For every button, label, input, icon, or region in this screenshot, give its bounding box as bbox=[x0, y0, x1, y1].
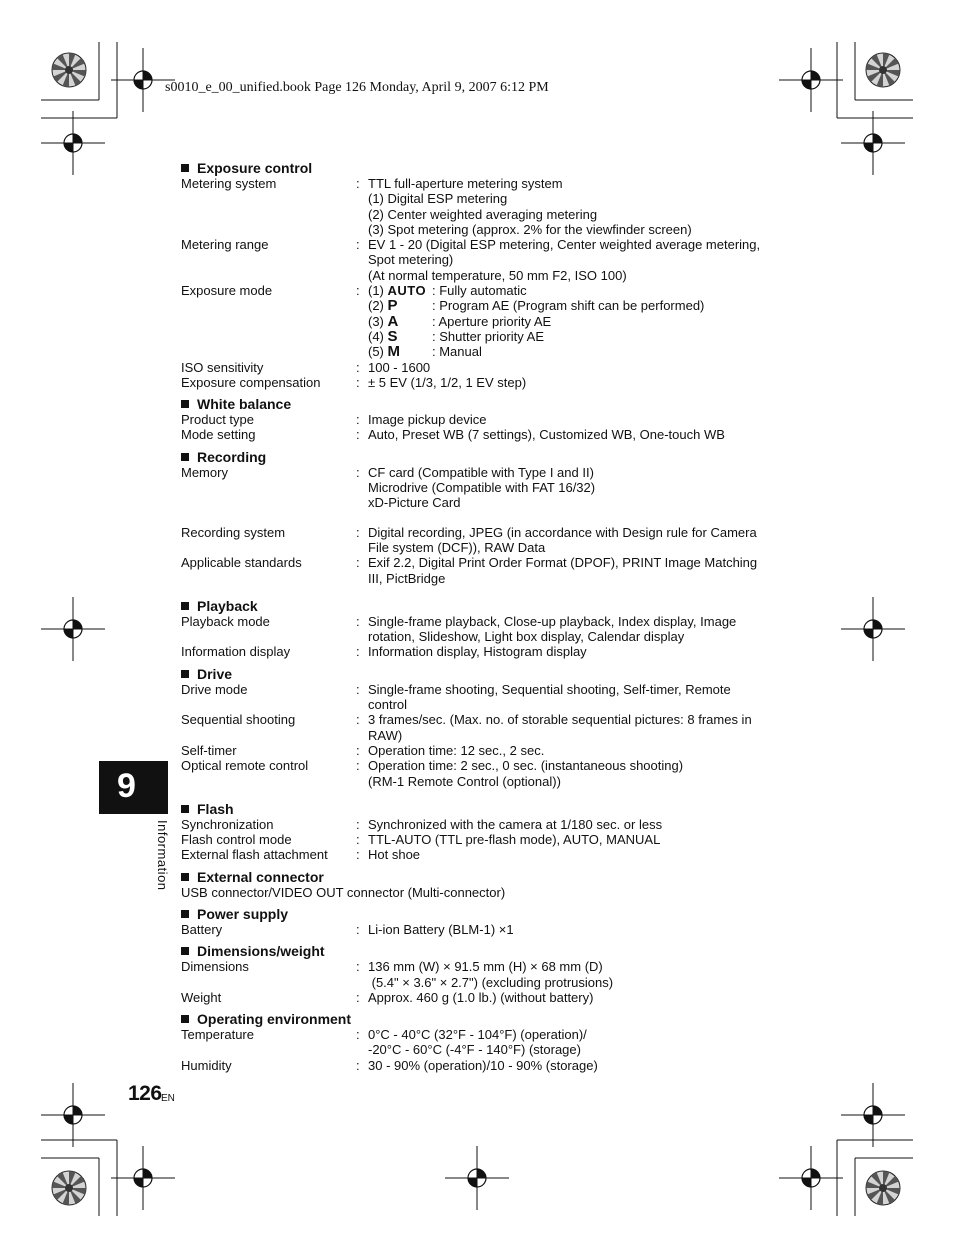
spec-label: Self-timer bbox=[181, 742, 237, 758]
spec-row-battery: Battery : Li-ion Battery (BLM-1) ×1 bbox=[181, 922, 781, 937]
spec-label: Humidity bbox=[181, 1057, 232, 1073]
spec-label: ISO sensitivity bbox=[181, 359, 264, 375]
spec-value: 136 mm (W) × 91.5 mm (H) × 68 mm (D) (5.4" × 3.6" × 2.7") (excluding protrusions) bbox=[368, 959, 614, 990]
spec-value bbox=[368, 283, 781, 359]
connector-value: USB connector/VIDEO OUT connector (Multi-connector) bbox=[181, 884, 506, 900]
spec-row-metering-range: Metering range : EV 1 - 20 (Digital ESP metering, Center weighted average metering, Spot metering) (At normal temperature, 50 mm F2, ISO 100) bbox=[181, 237, 781, 283]
spec-row-recording-system: Recording system : Digital recording, JPEG (in accordance with Design rule for Camera File system (DCF)), RAW Data bbox=[181, 525, 781, 556]
spec-content bbox=[181, 160, 781, 1073]
bullet-square-icon bbox=[181, 670, 189, 678]
chapter-label: Information bbox=[155, 820, 170, 891]
spec-value: Image pickup device bbox=[368, 412, 487, 428]
spec-value: Operation time: 2 sec., 0 sec. (instantaneous shooting) (RM-1 Remote Control (optional)) bbox=[368, 758, 684, 789]
section-heading-flash: Flash bbox=[181, 801, 781, 817]
spec-label: Exposure mode bbox=[181, 283, 273, 299]
section-heading-exposure: Exposure control bbox=[181, 160, 781, 176]
chapter-number: 9 bbox=[117, 767, 136, 805]
spec-label: Exposure compensation bbox=[181, 374, 321, 390]
spec-label: Recording system bbox=[181, 524, 286, 540]
spec-value: 100 - 1600 bbox=[368, 359, 431, 375]
spec-value: Approx. 460 g (1.0 lb.) (without battery) bbox=[368, 989, 594, 1005]
mode-line: (1) AUTO : Fully automatic bbox=[368, 283, 527, 299]
mode-line: (2) P : Program AE (Program shift can be performed) bbox=[368, 297, 705, 315]
spec-label: Weight bbox=[181, 989, 222, 1005]
spec-label: Memory bbox=[181, 464, 228, 480]
spec-row-product-type: Product type : Image pickup device bbox=[181, 412, 781, 427]
manual-mode-icon: M bbox=[387, 343, 401, 361]
bullet-square-icon bbox=[181, 910, 189, 918]
spec-row-iso: ISO sensitivity : 100 - 1600 bbox=[181, 360, 781, 375]
spec-value: CF card (Compatible with Type I and II) Microdrive (Compatible with FAT 16/32) xD-Picture Card bbox=[368, 464, 596, 511]
spec-label: Mode setting bbox=[181, 427, 256, 443]
spec-value: Single-frame shooting, Sequential shooting, Self-timer, Remote control bbox=[368, 681, 731, 713]
spec-label: Product type bbox=[181, 412, 254, 428]
spec-row-self-timer: Self-timer : Operation time: 12 sec., 2 sec. bbox=[181, 743, 781, 758]
spec-value: Hot shoe bbox=[368, 847, 421, 863]
spec-row-synchronization: Synchronization : Synchronized with the camera at 1/180 sec. or less bbox=[181, 817, 781, 832]
spec-row-mode-setting: Mode setting : Auto, Preset WB (7 settings), Customized WB, One-touch WB bbox=[181, 427, 781, 442]
spec-label: Information display bbox=[181, 644, 291, 660]
spec-value: 0°C - 40°C (32°F - 104°F) (operation)/ -20°C - 60°C (-4°F - 140°F) (storage) bbox=[368, 1027, 587, 1058]
spec-row-remote-control: Optical remote control : Operation time: 2 sec., 0 sec. (instantaneous shooting) (RM-1 Remote Control (optional)) bbox=[181, 758, 781, 789]
spec-value: Li-ion Battery (BLM-1) ×1 bbox=[368, 921, 514, 937]
spec-label: Flash control mode bbox=[181, 832, 292, 848]
section-heading-environment: Operating environment bbox=[181, 1011, 781, 1027]
program-mode-icon: P bbox=[387, 297, 398, 315]
spec-label: External flash attachment bbox=[181, 847, 328, 863]
spec-value: Synchronized with the camera at 1/180 sec. or less bbox=[368, 816, 663, 832]
mode-line: (5) M : Manual bbox=[368, 343, 482, 361]
spec-label: Dimensions bbox=[181, 959, 249, 975]
section-heading-dimensions: Dimensions/weight bbox=[181, 943, 781, 959]
spec-row-dimensions: Dimensions : 136 mm (W) × 91.5 mm (H) × 68 mm (D) (5.4" × 3.6" × 2.7") (excluding protrusions) bbox=[181, 959, 781, 990]
mode-line: (4) S : Shutter priority AE bbox=[368, 327, 544, 345]
spec-row-humidity: Humidity : 30 - 90% (operation)/10 - 90% (storage) bbox=[181, 1058, 781, 1073]
bullet-square-icon bbox=[181, 400, 189, 408]
spec-value: EV 1 - 20 (Digital ESP metering, Center weighted average metering, Spot metering) (At normal temperature, 50 mm F2, ISO 100) bbox=[368, 237, 761, 283]
spec-label: Metering range bbox=[181, 237, 269, 253]
bullet-square-icon bbox=[181, 873, 189, 881]
spec-label: Metering system bbox=[181, 176, 277, 191]
bullet-square-icon bbox=[181, 1015, 189, 1023]
spec-row-weight: Weight : Approx. 460 g (1.0 lb.) (without battery) bbox=[181, 990, 781, 1005]
bullet-square-icon bbox=[181, 805, 189, 813]
bullet-square-icon bbox=[181, 453, 189, 461]
bullet-square-icon bbox=[181, 947, 189, 955]
spec-value: 3 frames/sec. (Max. no. of storable sequential pictures: 8 frames in RAW) bbox=[368, 712, 752, 743]
spec-label: Battery bbox=[181, 921, 223, 937]
chapter-tab bbox=[99, 761, 168, 814]
spec-label: Synchronization bbox=[181, 816, 274, 832]
spec-row-external-flash: External flash attachment : Hot shoe bbox=[181, 847, 781, 862]
aperture-mode-icon: A bbox=[387, 312, 399, 330]
spec-row-drive-mode: Drive mode : Single-frame shooting, Sequential shooting, Self-timer, Remote control bbox=[181, 682, 781, 713]
spec-label: Applicable standards bbox=[181, 555, 302, 571]
section-heading-white-balance: White balance bbox=[181, 396, 781, 412]
section-heading-connector: External connector bbox=[181, 869, 781, 885]
spec-value: ± 5 EV (1/3, 1/2, 1 EV step) bbox=[368, 374, 527, 390]
spec-row-flash-control: Flash control mode : TTL-AUTO (TTL pre-flash mode), AUTO, MANUAL bbox=[181, 832, 781, 847]
spec-row-information-display: Information display : Information display, Histogram display bbox=[181, 644, 781, 659]
spec-value: Auto, Preset WB (7 settings), Customized WB, One-touch WB bbox=[368, 427, 725, 443]
spec-row-memory: Memory : CF card (Compatible with Type I and II) Microdrive (Compatible with FAT 16/32) xD-Picture Card bbox=[181, 465, 781, 511]
bullet-square-icon bbox=[181, 602, 189, 610]
page-number: 126 bbox=[128, 1082, 162, 1105]
section-heading-playback: Playback bbox=[181, 598, 781, 614]
spec-value: TTL-AUTO (TTL pre-flash mode), AUTO, MANUAL bbox=[368, 832, 661, 848]
file-header: s0010_e_00_unified.book Page 126 Monday, April 9, 2007 6:12 PM bbox=[165, 80, 549, 95]
spec-value: Exif 2.2, Digital Print Order Format (DPOF), PRINT Image Matching III, PictBridge bbox=[368, 555, 758, 586]
spec-value: Information display, Histogram display bbox=[368, 644, 587, 660]
spec-row-metering-system: Metering system : TTL full-aperture metering system (1) Digital ESP metering (2) Center weighted averaging metering (3) Spot metering (approx. 2% for the viewfinder screen) bbox=[181, 176, 781, 237]
spec-value: TTL full-aperture metering system (1) Digital ESP metering (2) Center weighted averaging metering (3) Spot metering (approx. 2% for the viewfinder screen) bbox=[368, 176, 692, 237]
shutter-mode-icon: S bbox=[387, 327, 398, 345]
section-heading-power: Power supply bbox=[181, 906, 781, 922]
spec-row-playback-mode: Playback mode : Single-frame playback, Close-up playback, Index display, Image rotation, Slideshow, Light box display, Calendar display bbox=[181, 614, 781, 645]
spec-label: Playback mode bbox=[181, 613, 270, 629]
spec-value: 30 - 90% (operation)/10 - 90% (storage) bbox=[368, 1057, 598, 1073]
section-heading-drive: Drive bbox=[181, 666, 781, 682]
page-language: EN bbox=[161, 1093, 175, 1104]
spec-label: Drive mode bbox=[181, 681, 248, 697]
spec-row-sequential: Sequential shooting : 3 frames/sec. (Max. no. of storable sequential pictures: 8 frames in RAW) bbox=[181, 712, 781, 743]
spec-label: Optical remote control bbox=[181, 758, 309, 774]
spec-value: Operation time: 12 sec., 2 sec. bbox=[368, 742, 545, 758]
spec-label: Temperature bbox=[181, 1027, 254, 1043]
spec-label: Sequential shooting bbox=[181, 712, 296, 728]
spec-value: Single-frame playback, Close-up playback, Index display, Image rotation, Slideshow, Light box display, Calendar display bbox=[368, 613, 737, 645]
spec-row-compensation: Exposure compensation : ± 5 EV (1/3, 1/2, 1 EV step) bbox=[181, 375, 781, 390]
spec-value: Digital recording, JPEG (in accordance with Design rule for Camera File system (DCF)), RAW Data bbox=[368, 524, 757, 555]
auto-mode-icon: AUTO bbox=[387, 283, 427, 299]
spec-row-standards: Applicable standards : Exif 2.2, Digital Print Order Format (DPOF), PRINT Image Matching III, PictBridge bbox=[181, 555, 781, 586]
spec-row-temperature: Temperature : 0°C - 40°C (32°F - 104°F) (operation)/ -20°C - 60°C (-4°F - 140°F) (storage) bbox=[181, 1027, 781, 1058]
bullet-square-icon bbox=[181, 164, 189, 172]
section-heading-recording: Recording bbox=[181, 449, 781, 465]
spec-row-exposure-mode: Exposure mode : (1) AUTO : Fully automatic (2) P : Program AE (Program shift can be performed) (3) A : Aperture priority AE (4) S : Shutter priority AE (5) M : Manual bbox=[181, 283, 781, 359]
mode-line: (3) A : Aperture priority AE bbox=[368, 312, 552, 330]
